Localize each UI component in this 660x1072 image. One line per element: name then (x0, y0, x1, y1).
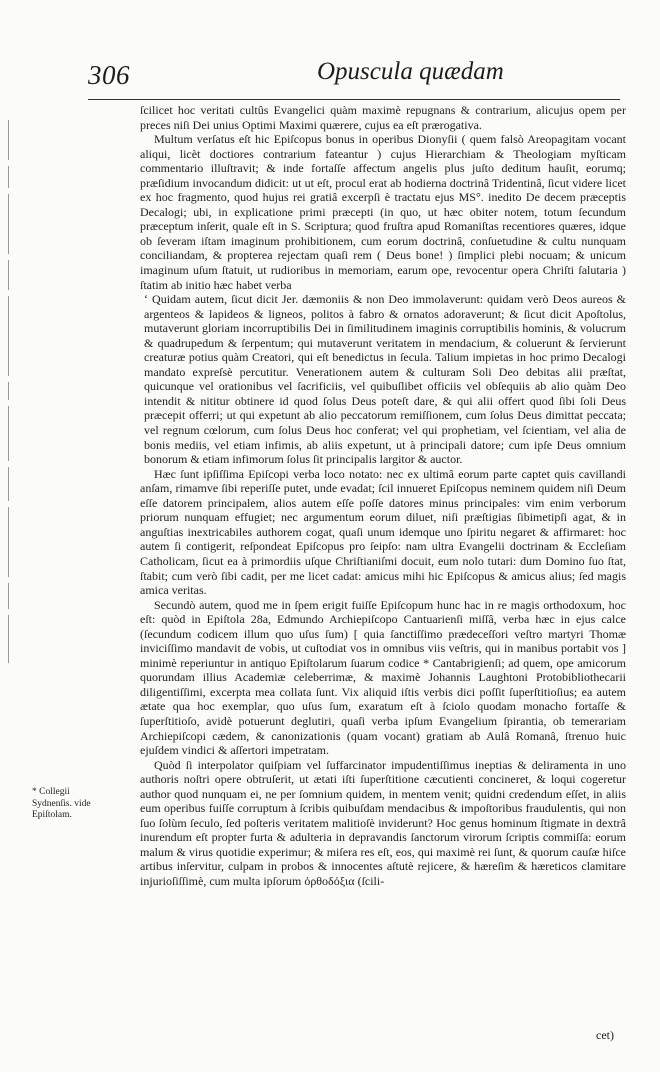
paragraph-6: Quòd ſi interpolator quiſpiam vel ſuffarcinator impudentiſſimus ineptias & deliramenta in uno authoris noſtri opere obtruſerit, ut ætati iſti ſuperſtitione cæcutienti concineret, & loqui cogeretur author quod nunquam ei, ne per ſomnium quidem, in mentem venit; quidni credendum eſſet, in aliis eum operibus fuiſſe corruptum à ſcribis quibuſdam mendacibus & impoſtoribus fraudulentis, qui non ſuo ſolùm ſeculo, ſed poſteris veritatem malitioſè inviderunt? Hoc genus hominum ſtigmate in dextrâ inurendum eſt propter furta & adulteria in depravandis ſanctorum virorum ſcriptis commiſſa: eorum malum & virus quotidie experimur; & miſera res eſt, eos, qui maximè rei ſunt, & quorum cauſæ hiſce artibus inſervitur, culpam in probos & innocentes aſtutè rejicere, & hæreſim & hæreticos clamitare injurioſiſſimè, cum multa ipſorum ὀρθοδόξια (ſcili- (140, 757, 626, 888)
running-title: Opuscula quædam (317, 58, 504, 85)
margin-note: * Collegii Sydnenſis. vide Epiſtolam. (32, 787, 91, 820)
catchword: cet) (596, 1028, 614, 1042)
paragraph-4: Hæc ſunt ipſiſſima Epiſcopi verba loco notato: nec ex ultimâ eorum parte captet quis cavillandi anſam, rimamve ſibi reperiſſe putet, unde evadat; ſcil innueret Epiſcopus neminem quidem niſi Deum eſſe datorem principalem, alios autem eſſe poſſe datores minus principales: vim enim verborum priorum nunquam effugiet; nec argumentum eorum diluet, niſi præſtigias ſibimetipſi agat, & in anguſtias inextricabiles authorem cogat, quaſi unum idemque uno ſpiritu negaret & affirmaret: hoc autem ſi contigerit, reſpondeat Epiſcopus pro ſeipſo: nam ultra Evangelii doctrinam & Eccleſiam Catholicam, ſicut ea à primordiis uſque Chriſtianiſmi docuit, eum nolo tutari: dum Domino ſuo ſtat, ſtabit; cum verò ſibi cadit, per me licet cadat: amicus mihi hic Epiſcopus & amicus alius; ſed magis amica veritas. (140, 466, 626, 598)
quotation-paragraph: ‘ Quidam autem, ſicut dicit Jer. dæmoniis & non Deo immolaverunt: quidam verò Deos aureos & argenteos & lapideos & ligneos, politos à fabro & ornatos adoraverunt; & ſicut dicit Apoſtolus, mutaverunt gloriam incorruptibilis Dei in ſimilitudinem imaginis corruptibilis hominis, & volucrum & quadrupedum & ſerpentum; qui mutaverunt veritatem in mendacium, & coluerunt & ſervierunt creaturæ potius quàm Creatori, qui eſt benedictus in ſecula. Talium impietas in hoc primo Decalogi mandato expreſsè percutitur. Venerationem autem & culturam Soli Deo debitas alii præſtat, quicunque vel orationibus vel ſacrificiis, vel quibuſlibet officiis vel obſequiis ab alio quàm Deo intendit & nititur obtinere id quod ſolus Deus poteſt dare, & qui alii offert quod ſibi ſoli Deus præcepit offerri; ut qui expetunt ab alio peccatorum remiſſionem, cum ſolus Deus dimittat peccata; vel regnum cœlorum, cum ſolus Deus hoc conferat; vel qui prophetiam, vel ſcientiam, vel alia de bonis mediis, vel etiam infimis, ab aliis expetunt, ut à principali datore; cum ipſe Deus omnium bonorum & etiam infimorum ſolus ſit principalis largitor & auctor. (144, 292, 626, 467)
paragraph-2: Multum verſatus eſt hic Epiſcopus bonus in operibus Dionyſii ( quem falsò Areopagitam vocant aliqui, licèt doctiores contrarium fateantur ) cujus Hierarchiam & Theologiam myſticam commentario illuſtravit; & inde fortaſſe affectum angelis plus juſto deditum hauſit, eorumq; præſidium invocandum didicit: ut ut eſt, procul erat ab hodierna doctrinâ Tridentinâ, ſicut videre licet ex hoc fragmento, quod hujus rei gratiâ excerpſi è tractatu ejus MS°. inedito De decem præceptis Decalogi; ubi, in explicatione primi præcepti (in quo, ut hæc obiter notem, totum ſecundum præceptum inſerit, quale eſt in S. Scriptura; quod fruſtra apud Romaniſtas recentiores quæres, idque ob ſeveram iſtam imaginum prohibitionem, cum eorum doctrinâ, conſuetudine & cultu nunquam conciliandam, & propterea rejectam quaſi rem ( Deus bone! ) ſimplici plebi nocuam; & unicum imaginum uſum ſtatuit, ut rudioribus in memoriam, earum ope, revocentur opera Chriſti ſalutaria ) ſtatim ab initio hæc habet verba (140, 132, 626, 292)
main-text (140, 103, 626, 889)
page-number: 306 (88, 60, 130, 90)
binding-edge-marks (8, 120, 11, 1040)
paragraph-1: ſcilicet hoc veritati cultûs Evangelici quàm maximè repugnans & contrarium, alicujus opem per preces niſi Dei unius Optimi Maximi quærere, cujus ea eſt prærogativa. (140, 103, 626, 132)
paragraph-5: Secundò autem, quod me in ſpem erigit fuiſſe Epiſcopum hunc hac in re magis orthodoxum, hoc eſt: quòd in Epiſtola 28a, Edmundo Archiepiſcopo Cantuarienſi miſſâ, verba hæc in ejus calce (ſecundum codicem illum quo uſus ſum) [ quia ſanctiſſimo prædeceſſori veſtro martyri Thomæ inviciſſimo mandavit de vobis, ut cuſtodiat vos in omnibus viis veſtris, qui in manibus portabit vos ] minimè reperiuntur in antiquo Epiſtolarum ſuarum codice * Cantabrigienſi; ad quem, ope amicorum quorundam illius Academiæ celeberrimæ, & maximè Johannis Laughtoni Protobibliothecarii diligentiſſimi, excerpta mea collata ſunt. Vix aliquid iſtis verbis dici poſſit ſuperſtitioſius; ea autem ætate qua hoc exemplar, quo uſus ſum, exaratum eſt à ſciolo quodam monacho fortaſſe & ſuperſtitioſo, avidè potuerunt deglutiri, quaſi verba ipſum Evangelium ſpirantia, ob temerariam Archiepiſcopi cædem, & canonizationis (quam vocant) gratiam ab Aulâ Romanâ, ſtrenuo huic ejuſdem vindici & aſſertori impetratam. (140, 597, 626, 758)
header-rule (88, 99, 620, 100)
